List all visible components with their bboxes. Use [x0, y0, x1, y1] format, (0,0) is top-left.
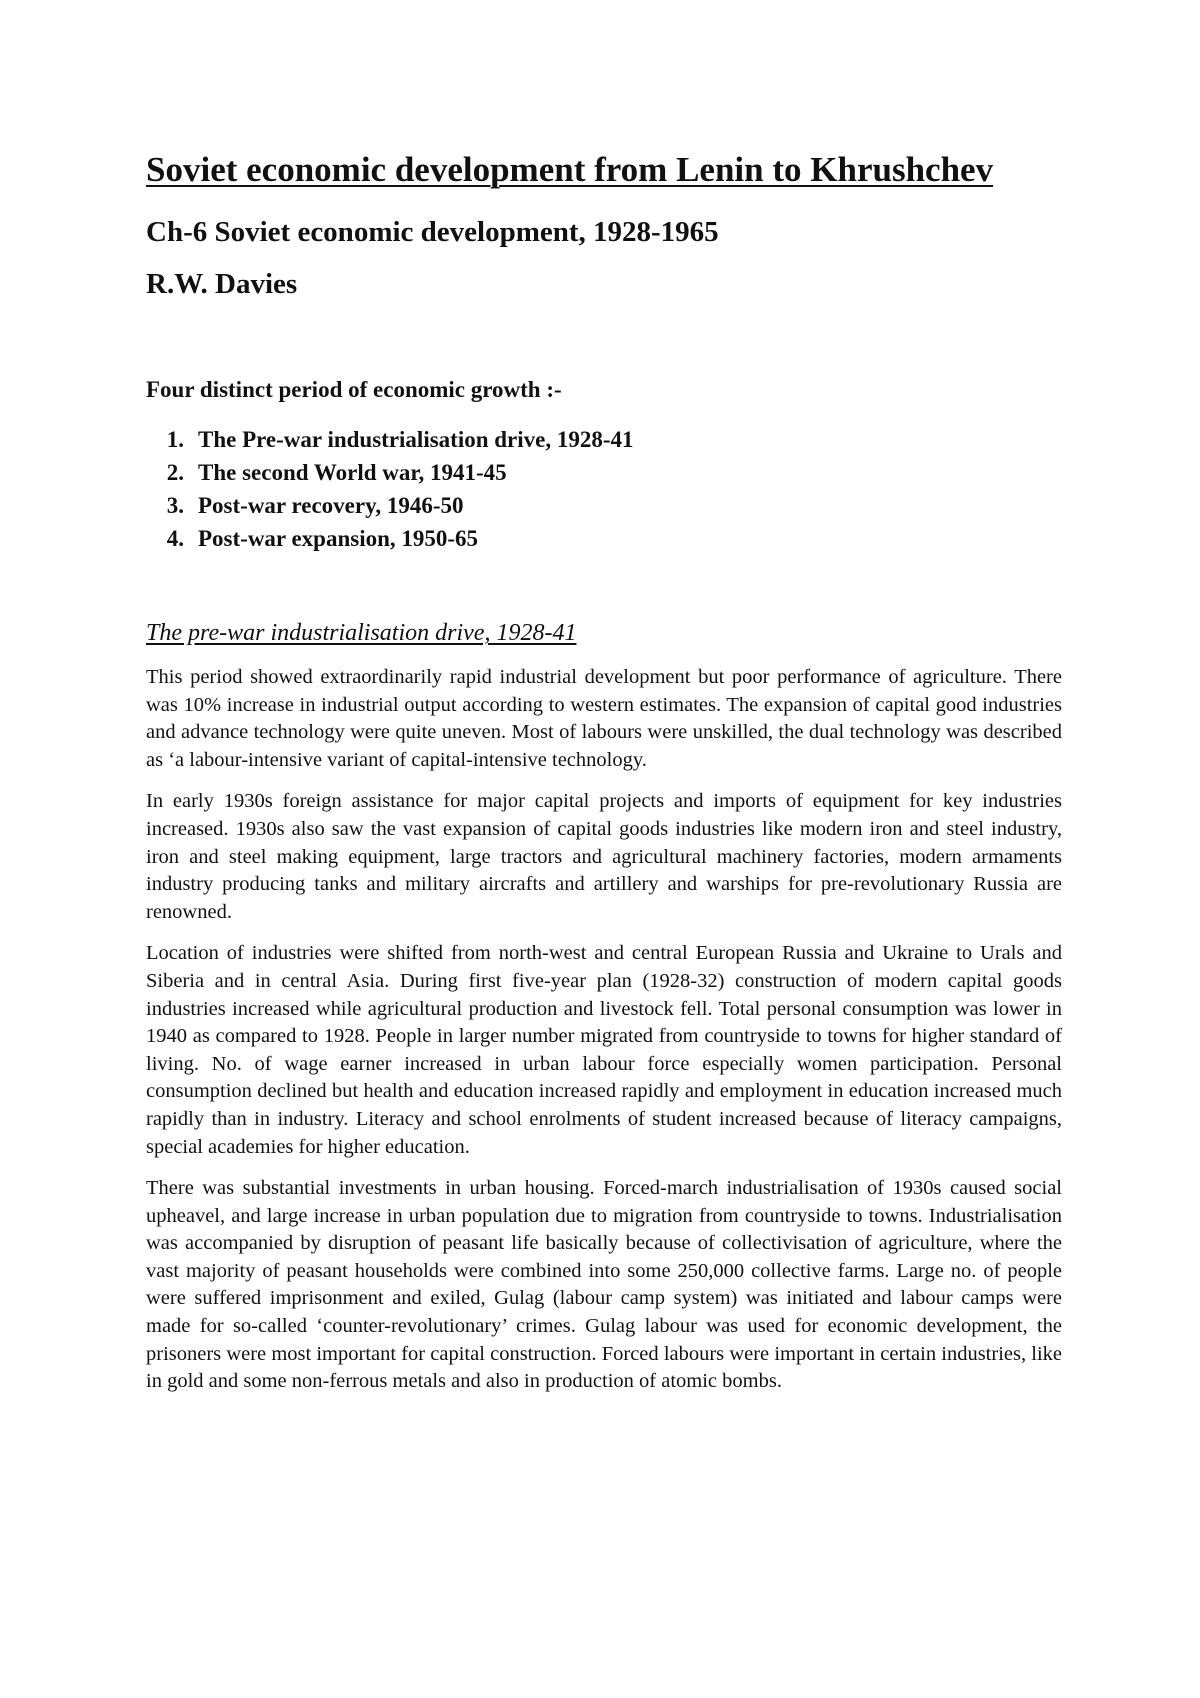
list-item: [146, 423, 634, 456]
author-name: R.W. Davies: [146, 268, 298, 300]
paragraph: There was substantial investments in urban housing. Forced-march industrialisation of 1930s caused social upheavel, and large increase in urban population due to migration from countryside to towns. Industrialisation was accompanied by disruption of peasant life basically because of collectivisation of agriculture, where the vast majority of peasant households were combined into some 250,000 collective farms. Large no. of people were suffered imprisonment and exiled, Gulag (labour camp system) was initiated and labour camps were made for so-called ‘counter-revolutionary’ crimes. Gulag labour was used for economic development, the prisoners were most important for capital construction. Forced labours were important in certain industries, like in gold and some non-ferrous metals and also in production of atomic bombs.: [146, 1177, 1062, 1393]
body-text: [146, 664, 1062, 1410]
list-item-label: The second World war, 1941-45: [198, 460, 507, 485]
list-item-label: Post-war expansion, 1950-65: [198, 526, 479, 551]
document-title: Soviet economic development from Lenin to Khrushchev: [146, 150, 994, 189]
list-item-number: 1.: [166, 427, 184, 452]
periods-list: [146, 423, 634, 555]
list-item: [146, 489, 634, 522]
list-item-number: 2.: [166, 460, 184, 485]
section-heading: The pre-war industrialisation drive, 1928-41: [146, 620, 577, 646]
list-item: [146, 522, 634, 555]
paragraph: This period showed extraordinarily rapid industrial development but poor performance of agriculture. There was 10% increase in industrial output according to western estimates. The expansion of capital good industries and advance technology were quite uneven. Most of labours were unskilled, the dual technology was described as ‘a labour-intensive variant of capital-intensive technology.: [146, 666, 1062, 771]
paragraph: Location of industries were shifted from north-west and central European Russia and Ukraine to Urals and Siberia and in central Asia. During first five-year plan (1928-32) construction of modern capital goods industries increased while agricultural production and livestock fell. Total personal consumption was lower in 1940 as compared to 1928. People in larger number migrated from countryside to towns for higher standard of living. No. of wage earner increased in urban labour force especially women participation. Personal consumption declined but health and education increased rapidly and employment in education increased much rapidly than in industry. Literacy and school enrolments of student increased because of literacy campaigns, special academies for higher education.: [146, 942, 1062, 1158]
paragraph: In early 1930s foreign assistance for major capital projects and imports of equipment for key industries increased. 1930s also saw the vast expansion of capital goods industries like modern iron and steel industry, iron and steel making equipment, large tractors and agricultural machinery factories, modern armaments industry producing tanks and military aircrafts and artillery and warships for pre-revolutionary Russia are renowned.: [146, 790, 1062, 923]
chapter-title: Ch-6 Soviet economic development, 1928-1965: [146, 216, 719, 248]
list-item-label: The Pre-war industrialisation drive, 1928-41: [198, 427, 634, 452]
list-item-number: 4.: [166, 526, 184, 551]
list-item-label: Post-war recovery, 1946-50: [198, 493, 464, 518]
list-item: [146, 456, 634, 489]
document-page: [146, 0, 1062, 1698]
periods-intro: Four distinct period of economic growth :-: [146, 377, 562, 402]
list-item-number: 3.: [166, 493, 184, 518]
